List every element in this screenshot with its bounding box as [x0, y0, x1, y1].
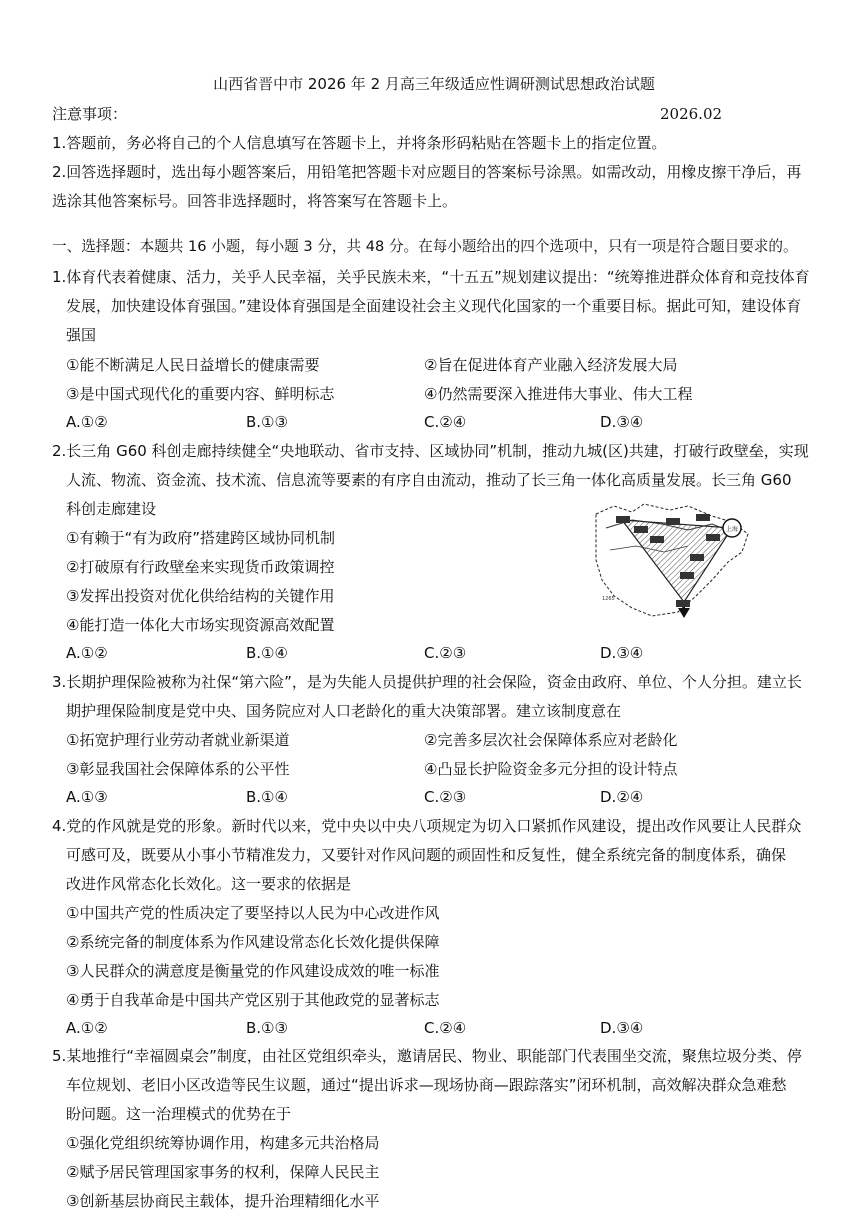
statement: ④勇于自我革命是中国共产党区别于其他政党的显著标志 [66, 991, 440, 1009]
answer-choice-c[interactable]: C.②④ [424, 1019, 467, 1037]
question-stem-line: 车位规划、老旧小区改造等民生议题，通过“提出诉求—现场协商—跟踪落实”闭环机制，高效解决群众急难愁 [66, 1076, 787, 1094]
statement: ②赋予居民管理国家事务的权利，保障人民民主 [66, 1163, 380, 1181]
question-stem-line: 盼问题。这一治理模式的优势在于 [66, 1105, 292, 1123]
city-marker [650, 536, 664, 543]
statement: ③人民群众的满意度是衡量党的作风建设成效的唯一标准 [66, 962, 440, 980]
statement: ③创新基层协商民主载体，提升治理精细化水平 [66, 1192, 380, 1210]
city-marker [690, 554, 704, 561]
answer-choice-d[interactable]: D.③④ [600, 644, 644, 662]
question-stem-line: 期护理保险制度是党中央、国务院应对人口老龄化的重大决策部署。建立该制度意在 [66, 702, 622, 720]
answer-choice-a[interactable]: A.①② [66, 413, 108, 431]
question-stem-line: 发展，加快建设体育强国。”建设体育强国是全面建设社会主义现代化国家的一个重要目标。据此可知，建设体育 [66, 297, 802, 315]
answer-choice-a[interactable]: A.①② [66, 644, 108, 662]
statement: ③彰显我国社会保障体系的公平性 [66, 760, 290, 778]
statement: ①中国共产党的性质决定了要坚持以人民为中心改进作风 [66, 904, 440, 922]
answer-choice-c[interactable]: C.②③ [424, 644, 467, 662]
city-marker [666, 518, 680, 525]
page-title: 山西省晋中市 2026 年 2 月高三年级适应性调研测试思想政治试题 [213, 75, 655, 93]
city-marker [706, 534, 720, 541]
answer-choice-c[interactable]: C.②③ [424, 788, 467, 806]
question-stem-line: 5.某地推行“幸福圆桌会”制度，由社区党组织牵头，邀请居民、物业、职能部门代表围坐交流，聚焦垃圾分类、停 [52, 1047, 802, 1065]
statement: ①拓宽护理行业劳动者就业新渠道 [66, 731, 290, 749]
exam-date: 2026.02 [660, 105, 723, 123]
city-marker [616, 516, 630, 523]
scale-label: 1265 [602, 596, 615, 602]
notice-line: 2.回答选择题时，选出每小题答案后，用铅笔把答题卡对应题目的答案标号涂黑。如需改动，用橡皮擦干净后，再 [52, 163, 802, 181]
section-heading: 一、选择题：本题共 16 小题，每小题 3 分，共 48 分。在每小题给出的四个选项中，只有一项是符合题目要求的。 [52, 238, 798, 255]
city-label: 上海 [726, 526, 739, 533]
question-stem-line: 1.体育代表着健康、活力，关乎人民幸福，关乎民族未来，“十五五”规划建议提出：“统筹推进群众体育和竞技体育 [52, 268, 810, 286]
question-stem-line: 改进作风常态化长效化。这一要求的依据是 [66, 875, 352, 893]
question-stem-line: 可感可及，既要从小事小节精准发力，又要针对作风问题的顽固性和反复性，健全系统完备的制度体系，确保 [66, 846, 787, 864]
arrow-head [678, 608, 690, 618]
answer-choice-c[interactable]: C.②④ [424, 413, 467, 431]
city-marker [680, 572, 694, 579]
notice-line: 1.答题前，务必将自己的个人信息填写在答题卡上，并将条形码粘贴在答题卡上的指定位置。 [52, 134, 667, 152]
answer-choice-d[interactable]: D.③④ [600, 1019, 644, 1037]
notice-label: 注意事项： [52, 105, 128, 123]
statement: ②打破原有行政壁垒来实现货币政策调控 [66, 558, 335, 576]
answer-choice-d[interactable]: D.③④ [600, 413, 644, 431]
statement: ②旨在促进体育产业融入经济发展大局 [424, 356, 678, 374]
question-stem-line: 4.党的作风就是党的形象。新时代以来，党中央以中央八项规定为切入口紧抓作风建设，提出改作风要让人民群众 [52, 817, 802, 835]
statement: ④能打造一体化大市场实现资源高效配置 [66, 616, 335, 634]
statement: ①强化党组织统筹协调作用，构建多元共治格局 [66, 1134, 380, 1152]
question-stem-line: 2.长三角 G60 科创走廊持续健全“央地联动、省市支持、区域协同”机制，推动九城(区)共建，打破行政壁垒，实现 [52, 442, 809, 460]
question-stem-line: 人流、物流、资金流、技术流、信息流等要素的有序自由流动，推动了长三角一体化高质量发展。长三角 G60 [66, 471, 792, 489]
statement: ③发挥出投资对优化供给结构的关键作用 [66, 587, 335, 605]
statement: ④凸显长护险资金多元分担的设计特点 [424, 760, 678, 778]
answer-choice-a[interactable]: A.①② [66, 1019, 108, 1037]
answer-choice-a[interactable]: A.①③ [66, 788, 108, 806]
answer-choice-b[interactable]: B.①③ [246, 1019, 288, 1037]
statement: ①有赖于“有为政府”搭建跨区域协同机制 [66, 529, 335, 547]
city-marker [634, 526, 648, 533]
question-stem-line: 强国 [66, 326, 97, 344]
notice-line: 选涂其他答案标号。回答非选择题时，将答案写在答题卡上。 [52, 192, 458, 210]
statement: ②系统完备的制度体系为作风建设常态化长效化提供保障 [66, 933, 440, 951]
answer-choice-b[interactable]: B.①④ [246, 644, 288, 662]
statement: ④仍然需要深入推进伟大事业、伟大工程 [424, 385, 693, 403]
answer-choice-d[interactable]: D.②④ [600, 788, 644, 806]
statement: ②完善多层次社会保障体系应对老龄化 [424, 731, 678, 749]
answer-choice-b[interactable]: B.①④ [246, 788, 288, 806]
city-marker [696, 514, 710, 521]
statement: ①能不断满足人民日益增长的健康需要 [66, 356, 320, 374]
question-stem-line: 3.长期护理保险被称为社保“第六险”，是为失能人员提供护理的社会保险，资金由政府、单位、个人分担。建立长 [52, 673, 802, 691]
g60-corridor-map [592, 500, 750, 618]
answer-choice-b[interactable]: B.①③ [246, 413, 288, 431]
question-stem-line: 科创走廊建设 [66, 500, 157, 518]
statement: ③是中国式现代化的重要内容、鲜明标志 [66, 385, 335, 403]
city-marker [676, 600, 690, 607]
